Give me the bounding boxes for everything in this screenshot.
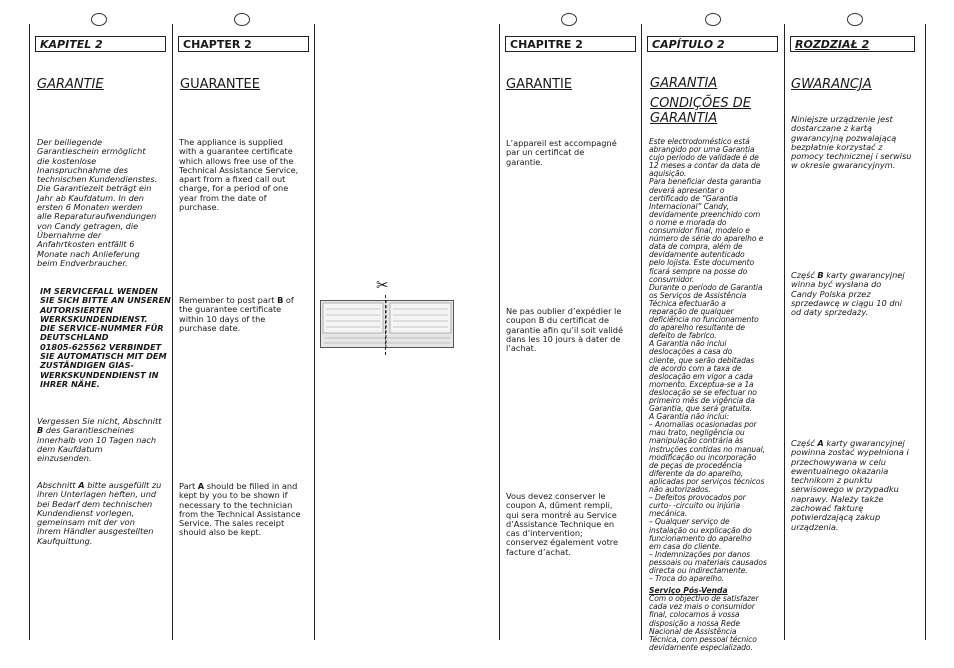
language-marker-en <box>234 13 250 26</box>
section-title-de: GARANTIE <box>37 77 104 92</box>
column-divider-7 <box>925 24 926 640</box>
coupon-a-text-de: Abschnitt A bitte ausgefüllt zu ihren Unterlagen heften, und bei Bedarf dem technischen Kundendienst vorlegen, gemeinsam mit der von ihrem Händler ausgestellten Kaufquittung. <box>37 480 162 546</box>
language-marker-pt <box>705 13 721 26</box>
coupon-b-text-de: Vergessen Sie nicht, Abschnitt B des Garantiescheines innerhalb von 10 Tagen nach dem Kaufdatum einzusenden. <box>37 416 162 464</box>
coupon-a-text-fr: Vous devez conserver le coupon A, dûment rempli, qui sera montré au Service d’Assistance Technique en cas d’intervention; conservez également votre facture d’achat. <box>506 491 619 557</box>
coupon-b-text-fr: Ne pas oublier d’expédier le coupon B du certificat de garantie afin qu’il soit validé dans les 10 jours à dater de l’achat. <box>506 306 624 354</box>
guarantee-conditions-pt <box>649 138 767 652</box>
after-sales-title-pt: Serviço Pós-Venda <box>649 586 728 596</box>
column-divider-6 <box>784 24 785 640</box>
coupon-a-text-pl: Część A karty gwarancyjnej powinna zostać wypełniona i przechowywana w celu ewentualnego okazania technikom z punktu serwisowego w przypadku naprawy. Należy także zachować fakturę potwierdzającą zakup urządzenia. <box>791 438 909 532</box>
guarantee-text-de: Der beiliegende Garantieschein ermöglicht die kostenlose Inanspruchnahme des technischen Kundendienstes. Die Garantiezeit beträgt ein Jahr ab Kaufdatum. In den ersten 6 Monaten werden alle Reparaturaufwendungen von Candy getragen, die Übernahme der Anfahrtkosten entfällt 6 Monate nach Anlieferung beim Endverbraucher. <box>37 137 158 268</box>
section-subtitle-pt: CONDIÇÕES DE GARANTIA <box>650 96 752 126</box>
cut-line <box>385 295 386 355</box>
guarantee-body-pt: Este electrodoméstico está abrangido por uma Garantia cujo período de validade é de 12 meses a contar da data de aquisição. Para beneficiar desta garantia deverá apresentar o certificado de “Garantia Internacional” Candy, devidamente preenchido com o nome e morada do consumidor final, modelo e número de série do aparelho e data de compra, além de devidamente autenticado pelo lojista. Este documento ficará sempre na posse do consumidor. Durante o período de Garantia os Serviços de Assistência Técnica efectuarão a reparação de qualquer deficiência no funcionamento do aparelho resultante de defeito de fabrico. A Garantia não inclui deslocações a casa do cliente, que serão debitadas de acordo com a taxa de deslocação em vigor a cada momento. Exceptua-se a 1a deslocação se se efectuar no primeiro mês de vigência da Garantia, que será gratuita. A Garantia não inclui: – Anomalias ocasionadas por mau trato, negligência ou manipulação contrária às instruções contidas no manual, modificação ou incorporação de peças de procedência diferente da do aparelho, aplicadas por serviços técnicos não autorizados. – Defeitos provocados por curto- -circuito ou injúria mecânica. – Qualquer serviço de instalação ou explicação do funcionamento do aparelho em casa do cliente. – Indemnizações por danos pessoais ou materiais causados directa ou indirectamente. – Troca do aparelho. <box>649 137 767 584</box>
section-title-pt: GARANTIA <box>650 76 718 91</box>
guarantee-text-en: The appliance is supplied with a guarantee certificate which allows free use of the Technical Assistance Service, apart from a fixed call out charge, for a period of one year from the date of purchase. <box>179 137 299 213</box>
column-divider-5 <box>641 24 642 640</box>
scissors-icon: ✂ <box>376 276 389 294</box>
chapter-header-pt: CAPÍTULO 2 <box>647 36 778 52</box>
column-divider-2 <box>172 24 173 640</box>
after-sales-body-pt: Com o objectivo de satisfazer cada vez mais o consumidor final, colocamos à vossa disposição a nossa Rede Nacional de Assistência Técnica, com pessoal técnico devidamente especializado. <box>649 594 759 652</box>
column-divider-1 <box>29 24 30 640</box>
language-marker-de <box>91 13 107 26</box>
column-divider-3 <box>314 24 315 640</box>
coupon-b-text-pl: Część B karty gwarancyjnej winna być wysłana do Candy Polska przez sprzedawcę w ciągu 10 dni od daty sprzedaży. <box>791 270 905 318</box>
service-notice-de: IM SERVICEFALL WENDEN SIE SICH BITTE AN UNSEREN AUTORISIERTEN WERKSKUNDENDIENST. DIE SERVICE-NUMMER FÜR DEUTSCHLAND 01805-625562 VERBINDET SIE AUTOMATISCH MIT DEM ZUSTÄNDIGEN GIAS- WERKSKUNDENDIENST IN IHRER NÄHE. <box>40 286 171 389</box>
coupon-a-text-en: Part A should be filled in and kept by you to be shown if necessary to the technician from the Technical Assistance Service. The sales receipt should also be kept. <box>179 481 301 538</box>
chapter-header-de: KAPITEL 2 <box>35 36 166 52</box>
guarantee-text-fr: L’appareil est accompagné par un certificat de garantie. <box>506 138 617 167</box>
section-title-fr: GARANTIE <box>506 77 573 92</box>
guarantee-text-pl: Niniejsze urządzenie jest dostarczane z kartą gwarancyjną pozwalającą bezpłatnie korzystać z pomocy technicznej i serwisu w okresie gwarancyjnym. <box>791 114 912 171</box>
coupon-b-text-en: Remember to post part B of the guarantee certificate within 10 days of the purchase date. <box>179 295 294 333</box>
language-marker-pl <box>847 13 863 26</box>
section-title-en: GUARANTEE <box>180 77 260 92</box>
section-title-pl: GWARANCJA <box>791 77 872 92</box>
chapter-header-fr: CHAPITRE 2 <box>505 36 636 52</box>
language-marker-fr <box>561 13 577 26</box>
guarantee-coupon-illustration <box>320 300 454 348</box>
chapter-header-pl: ROZDZIAŁ 2 <box>790 36 915 52</box>
chapter-header-en: CHAPTER 2 <box>178 36 309 52</box>
column-divider-4 <box>499 24 500 640</box>
